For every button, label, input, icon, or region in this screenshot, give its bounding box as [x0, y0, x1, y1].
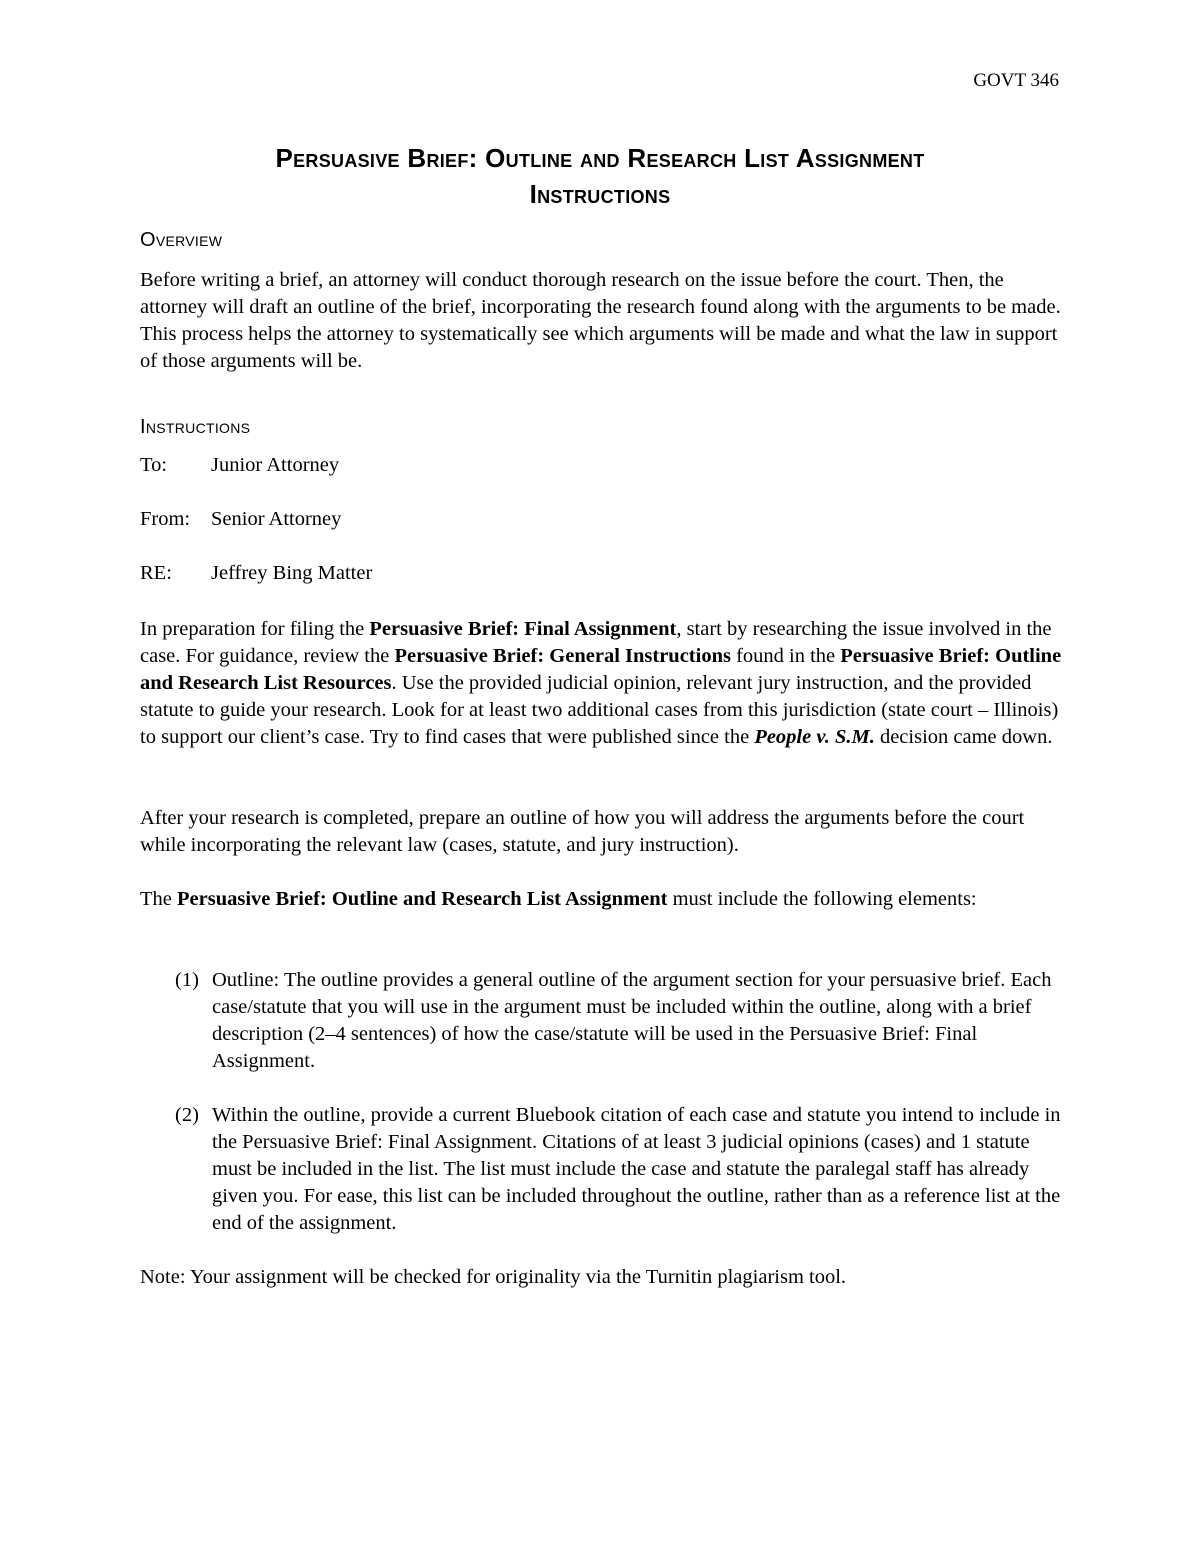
memo-to-value: Junior Attorney: [211, 454, 340, 476]
instructions-paragraph-1: [140, 616, 1065, 751]
p1-text-5: decision came down.: [874, 726, 1053, 748]
document-title: [140, 140, 1060, 212]
list-item-citations: [175, 1102, 1065, 1237]
list-item-number: (1): [175, 969, 199, 991]
title-line-2: Instructions: [529, 179, 671, 209]
memo-re-line: [140, 562, 372, 585]
p3-text-1: The: [140, 888, 177, 910]
memo-from-value: Senior Attorney: [211, 508, 342, 530]
instructions-paragraph-3: [140, 886, 1065, 913]
p1-text-2: , start by researching the issue involved in the case. For guidance, review the: [140, 618, 1052, 667]
memo-to-label: To:: [140, 454, 168, 476]
memo-from-label: From:: [140, 508, 191, 530]
title-line-1: Persuasive Brief: Outline and Research List Assignment: [275, 143, 925, 173]
p1-bold-final-assignment: Persuasive Brief: Final Assignment: [369, 618, 677, 640]
memo-to-line: [140, 454, 339, 477]
originality-note: Note: Your assignment will be checked for originality via the Turnitin plagiarism tool.: [140, 1266, 847, 1288]
p1-text-4: . Use the provided judicial opinion, relevant jury instruction, and the provided statute to guide your research. Look for at least two additional cases from this jurisdiction (state court – Illinois) to support our client’s case. Try to find cases that were published since the: [140, 672, 1059, 748]
p3-bold-assignment: Persuasive Brief: Outline and Research List Assignment: [177, 888, 668, 910]
overview-heading: Overview: [140, 229, 223, 251]
course-code: GOVT 346: [973, 70, 1059, 91]
memo-from-line: [140, 508, 341, 531]
p1-bold-general-instructions: Persuasive Brief: General Instructions: [394, 645, 731, 667]
p1-text-3: found in the: [730, 645, 841, 667]
memo-re-label: RE:: [140, 562, 172, 584]
p1-bold-resources: Persuasive Brief: Outline and Research List Resources: [140, 645, 1062, 694]
instructions-paragraph-2: After your research is completed, prepare an outline of how you will address the arguments before the court while incorporating the relevant law (cases, statute, and jury instruction).: [140, 807, 1025, 856]
list-item-text: Within the outline, provide a current Bluebook citation of each case and statute you intend to include in the Persuasive Brief: Final Assignment. Citations of at least 3 judicial opinions (cases) and 1 statute must be included in the list. The list must include the case and statute the paralegal staff has already given you. For ease, this list can be included throughout the outline, rather than as a reference list at the end of the assignment.: [212, 1104, 1061, 1234]
p3-text-2: must include the following elements:: [667, 888, 977, 910]
overview-paragraph: Before writing a brief, an attorney will conduct thorough research on the issue before the court. Then, the attorney will draft an outline of the brief, incorporating the research found along with the arguments to be made. This process helps the attorney to systematically see which arguments will be made and what the law in support of those arguments will be.: [140, 269, 1061, 372]
list-item-text: Outline: The outline provides a general outline of the argument section for your persuasive brief. Each case/statute that you will use in the argument must be included within the outline, along with a brief description (2–4 sentences) of how the case/statute will be used in the Persuasive Brief: Final Assignment.: [212, 969, 1052, 1072]
p1-case-name: People v. S.M.: [754, 726, 875, 748]
memo-re-value: Jeffrey Bing Matter: [211, 562, 373, 584]
list-item-number: (2): [175, 1104, 199, 1126]
p1-text-1: In preparation for filing the: [140, 618, 370, 640]
list-item-outline: [175, 967, 1065, 1075]
instructions-heading: Instructions: [140, 416, 251, 438]
